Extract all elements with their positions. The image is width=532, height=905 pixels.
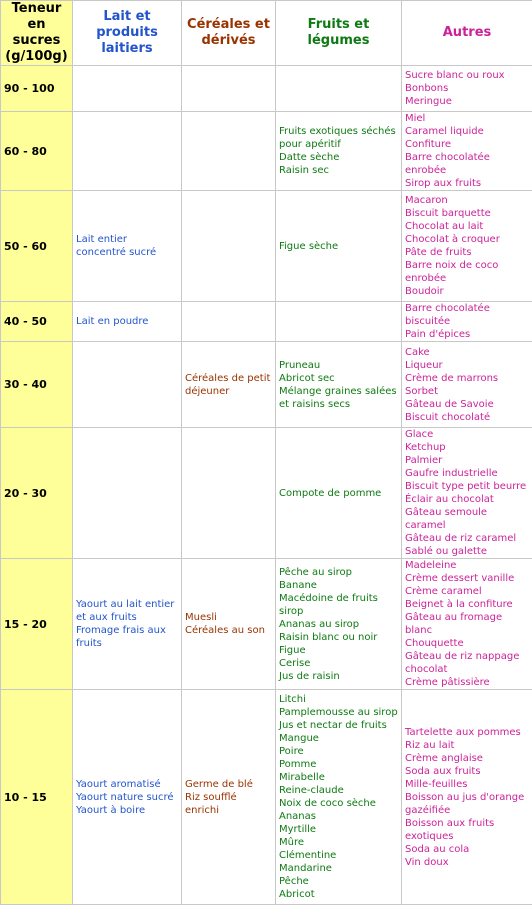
dairy-cell [73,559,182,690]
food-item: Chocolat à croquer [405,233,529,246]
food-item: Yaourt à boire [76,804,178,817]
other-cell [402,428,532,559]
food-item: Pruneau [279,359,398,372]
food-item: Clémentine [279,849,398,862]
food-item: Chocolat au lait [405,220,529,233]
food-item: Pain d'épices [405,328,529,341]
fruit-cell [276,428,402,559]
cereal-cell [182,559,276,690]
fruit-food-list [279,125,398,177]
other-food-list [405,112,529,190]
sugar-range-cell: 10 - 15 [1,690,73,905]
food-item: Yaourt nature sucré [76,791,178,804]
food-item: Macaron [405,194,529,207]
sugar-range-cell: 15 - 20 [1,559,73,690]
food-item: Pamplemousse au sirop [279,706,398,719]
food-item: Pêche au sirop [279,566,398,579]
fruit-cell [276,191,402,302]
food-item: Compote de pomme [279,487,398,500]
food-item: Jus et nectar de fruits [279,719,398,732]
dairy-cell [73,302,182,342]
food-item: Mandarine [279,862,398,875]
dairy-cell [73,342,182,428]
other-cell [402,66,532,112]
food-item: Gâteau de riz caramel [405,532,529,545]
food-item: Barre chocolatée biscuitée [405,302,529,328]
food-item: Fruits exotiques séchés pour apéritif [279,125,398,151]
food-item: Datte sèche [279,151,398,164]
cereal-cell [182,690,276,905]
food-item: Gaufre industrielle [405,467,529,480]
fruit-food-list [279,693,398,901]
food-item: Myrtille [279,823,398,836]
dairy-cell [73,428,182,559]
other-food-list [405,559,529,689]
header-fruit: Fruits et légumes [276,1,402,66]
food-item: Reine-claude [279,784,398,797]
other-food-list [405,302,529,341]
food-item: Barre chocolatée enrobée [405,151,529,177]
sugar-range-cell: 40 - 50 [1,302,73,342]
food-item: Sucre blanc ou roux [405,69,529,82]
food-item: Bonbons [405,82,529,95]
other-cell [402,559,532,690]
food-item: Cake [405,346,529,359]
dairy-food-list [76,233,178,259]
food-item: Lait en poudre [76,315,178,328]
food-item: Mangue [279,732,398,745]
food-item: Crème de marrons [405,372,529,385]
food-item: Gâteau semoule caramel [405,506,529,532]
food-item: Caramel liquide [405,125,529,138]
dairy-food-list [76,598,178,650]
food-item: Raisin blanc ou noir [279,631,398,644]
dairy-food-list [76,778,178,817]
food-item: Lait entier concentré sucré [76,233,178,259]
food-item: Céréales de petit déjeuner [185,372,272,398]
food-item: Riz soufflé enrichi [185,791,272,817]
food-item: Mirabelle [279,771,398,784]
header-other: Autres [402,1,532,66]
other-cell [402,112,532,191]
fruit-food-list [279,566,398,683]
header-sugar-range: Teneur en sucres (g/100g) [1,1,73,66]
sugar-range-cell: 20 - 30 [1,428,73,559]
other-cell [402,342,532,428]
fruit-cell [276,342,402,428]
food-item: Cerise [279,657,398,670]
food-item: Gâteau de Savoie [405,398,529,411]
cereal-cell [182,66,276,112]
dairy-cell [73,112,182,191]
food-item: Beignet à la confiture [405,598,529,611]
food-item: Sablé ou galette [405,545,529,558]
sugar-range-cell: 30 - 40 [1,342,73,428]
cereal-food-list [185,372,272,398]
food-item: Abricot sec [279,372,398,385]
food-item: Sirop aux fruits [405,177,529,190]
food-item: Poire [279,745,398,758]
food-item: Glace [405,428,529,441]
sugar-range-cell: 50 - 60 [1,191,73,302]
other-food-list [405,428,529,558]
cereal-food-list [185,778,272,817]
other-food-list [405,346,529,424]
food-item: Miel [405,112,529,125]
dairy-cell [73,191,182,302]
dairy-cell [73,690,182,905]
food-item: Biscuit barquette [405,207,529,220]
food-item: Liqueur [405,359,529,372]
food-item: Crème caramel [405,585,529,598]
dairy-cell [73,66,182,112]
food-item: Boisson au jus d'orange gazéifiée [405,791,529,817]
header-dairy: Lait et produits laitiers [73,1,182,66]
food-item: Boisson aux fruits exotiques [405,817,529,843]
food-item: Raisin sec [279,164,398,177]
food-item: Litchi [279,693,398,706]
food-item: Abricot [279,888,398,901]
cereal-cell [182,191,276,302]
cereal-cell [182,112,276,191]
table-row [1,302,532,342]
food-item: Yaourt aromatisé [76,778,178,791]
other-cell [402,302,532,342]
header-cereal: Céréales et dérivés [182,1,276,66]
food-item: Banane [279,579,398,592]
food-item: Sorbet [405,385,529,398]
other-food-list [405,726,529,869]
food-item: Éclair au chocolat [405,493,529,506]
cereal-food-list [185,611,272,637]
other-cell [402,690,532,905]
food-item: Vin doux [405,856,529,869]
food-item: Crème dessert vanille [405,572,529,585]
other-food-list [405,69,529,108]
food-item: Macédoine de fruits sirop [279,592,398,618]
fruit-food-list [279,487,398,500]
fruit-food-list [279,240,398,253]
food-item: Biscuit chocolaté [405,411,529,424]
food-item: Pomme [279,758,398,771]
food-item: Mûre [279,836,398,849]
fruit-cell [276,66,402,112]
food-item: Crème anglaise [405,752,529,765]
sugar-range-cell: 90 - 100 [1,66,73,112]
food-item: Mille-feuilles [405,778,529,791]
food-item: Céréales au son [185,624,272,637]
table-row [1,690,532,905]
other-cell [402,191,532,302]
fruit-cell [276,112,402,191]
header-row [1,1,532,66]
food-item: Barre noix de coco enrobée [405,259,529,285]
food-item: Fromage frais aux fruits [76,624,178,650]
food-item: Ananas [279,810,398,823]
other-food-list [405,194,529,298]
table-row [1,342,532,428]
food-item: Pâte de fruits [405,246,529,259]
food-item: Meringue [405,95,529,108]
food-item: Palmier [405,454,529,467]
food-item: Confiture [405,138,529,151]
food-item: Mélange graines salées et raisins secs [279,385,398,411]
fruit-cell [276,302,402,342]
food-item: Crème pâtissière [405,676,529,689]
food-item: Riz au lait [405,739,529,752]
cereal-cell [182,342,276,428]
food-item: Soda au cola [405,843,529,856]
sugar-range-cell: 60 - 80 [1,112,73,191]
food-item: Biscuit type petit beurre [405,480,529,493]
food-item: Ketchup [405,441,529,454]
table-body [1,66,532,905]
food-item: Figue [279,644,398,657]
food-item: Ananas au sirop [279,618,398,631]
table-row [1,191,532,302]
food-item: Chouquette [405,637,529,650]
fruit-cell [276,559,402,690]
food-item: Figue sèche [279,240,398,253]
food-item: Noix de coco sèche [279,797,398,810]
table-row [1,428,532,559]
food-item: Boudoir [405,285,529,298]
food-item: Tartelette aux pommes [405,726,529,739]
fruit-food-list [279,359,398,411]
food-item: Jus de raisin [279,670,398,683]
food-item: Gâteau de riz nappage chocolat [405,650,529,676]
dairy-food-list [76,315,178,328]
food-item: Soda aux fruits [405,765,529,778]
table-row [1,112,532,191]
food-item: Madeleine [405,559,529,572]
food-item: Muesli [185,611,272,624]
table-row [1,66,532,112]
food-item: Pêche [279,875,398,888]
table-row [1,559,532,690]
food-item: Germe de blé [185,778,272,791]
cereal-cell [182,428,276,559]
fruit-cell [276,690,402,905]
food-item: Gâteau au fromage blanc [405,611,529,637]
food-item: Yaourt au lait entier et aux fruits [76,598,178,624]
cereal-cell [182,302,276,342]
